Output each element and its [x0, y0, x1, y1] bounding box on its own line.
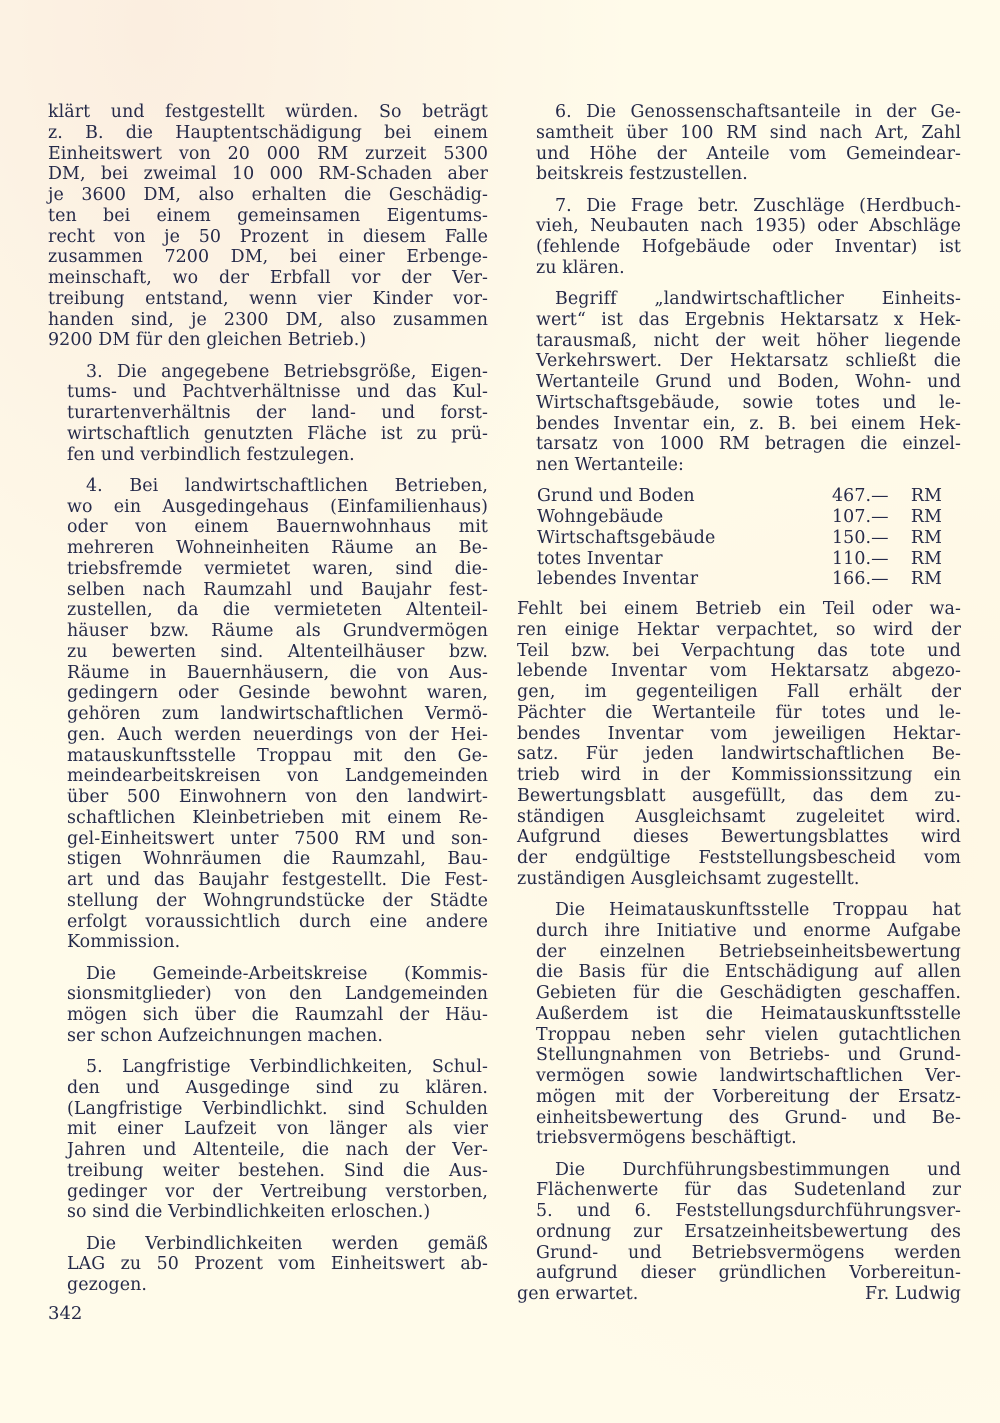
closing-text: gen erwartet.: [517, 1284, 639, 1304]
page-number: 342: [48, 1303, 83, 1324]
value-unit: RM: [910, 507, 942, 527]
text-line: Pächter die Wertanteile für totes und le-: [517, 702, 961, 723]
text-line: turartenverhältnis der land- und forst-: [67, 403, 488, 423]
closing-line: [517, 1284, 961, 1305]
text-line: Räume in Bauernhäusern, die von Aus-: [67, 662, 488, 683]
text-line: beitskreis festzustellen.: [536, 164, 748, 185]
text-line: lebende Inventar vom Hektarsatz abgezo-: [517, 661, 961, 682]
value-unit: RM: [910, 486, 942, 507]
text-line: matauskunftsstelle Troppau mit den Ge-: [67, 745, 488, 766]
paragraph-arbeitskreise: [48, 964, 488, 1047]
left-column: [48, 102, 488, 1306]
paragraph-fehlt: [517, 599, 961, 890]
text-line: zu bewerten sind. Altenteilhäuser bzw.: [67, 641, 488, 662]
right-column: [517, 102, 961, 1305]
text-line: mit einer Laufzeit von länger als vier: [67, 1119, 488, 1140]
value-row: [537, 486, 942, 507]
text-line: recht von je 50 Prozent in diesem Falle: [48, 226, 488, 247]
text-line: Wertanteile Grund und Boden, Wohn- und: [536, 372, 961, 392]
value-unit: RM: [910, 548, 942, 569]
text-line: der endgültige Feststellungsbescheid vom: [517, 848, 961, 868]
text-line: z. B. die Hauptentschädigung bei einem: [48, 122, 488, 143]
text-line: so sind die Verbindlichkeiten erloschen.): [67, 1202, 431, 1223]
text-line: treibung weiter bestehen. Sind die Aus-: [67, 1160, 488, 1181]
text-line: Flächenwerte für das Sudetenland zur: [536, 1180, 961, 1201]
text-line: tums- und Pachtverhältnisse und das Kul-: [67, 382, 488, 403]
value-unit: RM: [910, 527, 942, 548]
text-line: gedinger vor der Vertreibung verstorben,: [67, 1181, 488, 1202]
text-line: Grund- und Betriebsvermögens werden: [536, 1242, 961, 1263]
text-line: nen Wertanteile:: [536, 455, 684, 475]
text-line: 4. Bei landwirtschaftlichen Betrieben,: [86, 475, 488, 496]
text-line: tarausmaß, nicht der weit höher liegende: [536, 330, 961, 351]
text-line: 5. Langfristige Verbindlichkeiten, Schul-: [86, 1057, 488, 1077]
text-line: Bewertungsblatt ausgefüllt, das dem zu-: [517, 785, 961, 806]
value-row: [537, 549, 942, 570]
text-line: (fehlende Hofgebäude oder Inventar) ist: [536, 237, 961, 257]
author-signature: Fr. Ludwig: [865, 1284, 961, 1304]
text-line: handen sind, je 2300 DM, also zusammen: [48, 309, 488, 330]
value-row: [537, 569, 942, 590]
text-line: mögen mit der Vorbereitung der Ersatz-: [536, 1086, 961, 1107]
text-line: Verkehrswert. Der Hektarsatz schließt die: [536, 351, 961, 372]
text-line: vieh, Neubauten nach 1935) oder Abschläge: [536, 216, 961, 237]
text-line: den und Ausgedinge sind zu klären.: [67, 1077, 488, 1098]
paragraph-lag: [48, 1234, 488, 1296]
text-line: oder von einem Bauernwohnhaus mit: [67, 517, 488, 538]
text-line: Kommission.: [67, 932, 181, 953]
text-line: 6. Die Genossenschaftsanteile in der Ge-: [555, 102, 961, 122]
text-line: meinschaft, wo der Erbfall vor der Ver-: [48, 268, 488, 288]
text-line: Die Verbindlichkeiten werden gemäß: [86, 1233, 488, 1254]
text-line: gedingern oder Gesinde bewohnt waren,: [67, 683, 488, 704]
text-line: stellung der Wohngrundstücke der Städte: [67, 890, 488, 911]
text-line: Stellungnahmen von Betriebs- und Grund-: [536, 1045, 961, 1066]
paragraph-begriff: [517, 289, 961, 476]
text-line: klärt und festgestellt würden. So beträgt: [48, 102, 488, 122]
text-line: triebsvermögens beschäftigt.: [536, 1128, 797, 1149]
value-shares-table: [537, 486, 942, 590]
value-row: [537, 528, 942, 549]
text-line: gezogen.: [67, 1275, 148, 1295]
text-line: satz. Für jeden landwirtschaftlichen Be-: [517, 744, 961, 765]
text-line: bendes Inventar ein, z. B. bei einem Hek-: [536, 413, 961, 434]
text-line: trieb wird in der Kommissionssitzung ein: [517, 765, 961, 785]
text-line: Die Heimatauskunftsstelle Troppau hat: [555, 900, 961, 920]
value-label: Wohngebäude: [537, 507, 664, 527]
text-line: wo ein Ausgedingehaus (Einfamilienhaus): [67, 496, 488, 517]
text-line: Troppau neben sehr vielen gutachtlichen: [536, 1024, 961, 1045]
text-line: ständigen Ausgleichsamt zugeleitet wird.: [517, 806, 961, 827]
value-amount: 166.—: [832, 569, 889, 590]
text-line: und Höhe der Anteile vom Gemeindear-: [536, 143, 961, 164]
text-line: ten bei einem gemeinsamen Eigentums-: [48, 205, 488, 226]
text-line: sionsmitglieder) von den Landgemeinden: [67, 984, 488, 1005]
text-line: vermögen sowie landwirtschaftlichen Ver-: [536, 1066, 961, 1086]
text-line: je 3600 DM, also erhalten die Geschädig-: [48, 185, 488, 205]
value-amount: 150.—: [832, 527, 889, 548]
text-line: triebsfremde vermietet waren, sind die-: [67, 558, 488, 579]
value-label: Grund und Boden: [537, 486, 695, 507]
text-line: Wirtschaftsgebäude, sowie totes und le-: [536, 392, 961, 413]
text-line: Außerdem ist die Heimatauskunftsstelle: [536, 1003, 961, 1024]
text-line: Gebieten für die Geschädigten geschaffen.: [536, 983, 961, 1003]
text-line: gel-Einheitswert unter 7500 RM und son-: [67, 828, 488, 849]
text-line: durch ihre Initiative und enorme Aufgabe: [536, 920, 961, 941]
paragraph-durchf: [517, 1160, 961, 1285]
value-label: Wirtschaftsgebäude: [537, 527, 716, 548]
value-amount: 110.—: [832, 548, 889, 569]
text-line: gen, im gegenteiligen Fall erhält der: [517, 682, 961, 702]
text-line: selben nach Raumzahl und Baujahr fest-: [67, 579, 488, 600]
text-line: 9200 DM für den gleichen Betrieb.): [48, 330, 367, 351]
text-line: Einheitswert von 20 000 RM zurzeit 5300: [48, 143, 488, 164]
text-line: schaftlichen Kleinbetrieben mit einem Re-: [67, 807, 488, 828]
text-line: zustellen, da die vermieteten Altenteil-: [67, 600, 488, 621]
value-amount: 467.—: [832, 486, 889, 507]
text-line: der einzelnen Betriebseinheitsbewertung: [536, 941, 961, 962]
text-line: ser schon Aufzeichnungen machen.: [67, 1025, 384, 1046]
text-line: Fehlt bei einem Betrieb ein Teil oder wa-: [517, 599, 961, 619]
text-line: fen und verbindlich festzulegen.: [67, 444, 355, 465]
text-line: aufgrund dieser gründlichen Vorbereitun-: [536, 1263, 961, 1284]
text-line: Aufgrund dieses Bewertungsblattes wird: [517, 827, 961, 848]
text-line: zusammen 7200 DM, bei einer Erbenge-: [48, 247, 488, 268]
value-label: lebendes Inventar: [537, 569, 699, 590]
text-line: meindearbeitskreisen von Landgemeinden: [67, 766, 488, 787]
text-line: erfolgt voraussichtlich durch eine andere: [67, 911, 488, 932]
text-line: einheitsbewertung des Grund- und Be-: [536, 1107, 961, 1128]
value-label: totes Inventar: [537, 548, 663, 569]
text-line: gen. Auch werden neuerdings von der Hei-: [67, 724, 488, 745]
text-line: 5. und 6. Feststellungsdurchführungsver-: [536, 1201, 961, 1221]
text-line: gehören zum landwirtschaftlichen Vermö-: [67, 704, 488, 724]
text-line: ordnung zur Ersatzeinheitsbewertung des: [536, 1221, 961, 1242]
value-amount: 107.—: [832, 507, 889, 527]
text-line: tarsatz von 1000 RM betragen die einzel-: [536, 434, 961, 455]
text-line: samtheit über 100 RM sind nach Art, Zahl: [536, 122, 961, 143]
text-line: wert“ ist das Ergebnis Hektarsatz x Hek-: [536, 309, 961, 330]
paragraph-6: [517, 102, 961, 185]
text-line: DM, bei zweimal 10 000 RM-Schaden aber: [48, 164, 488, 185]
text-line: wirtschaftlich genutzten Fläche ist zu prü-: [67, 423, 488, 444]
text-line: mögen sich über die Raumzahl der Häu-: [67, 1005, 488, 1025]
text-line: LAG zu 50 Prozent vom Einheitswert ab-: [67, 1254, 488, 1275]
value-row: [537, 507, 942, 528]
text-line: stigen Wohnräumen die Raumzahl, Bau-: [67, 849, 488, 870]
paragraph-heimat: [517, 900, 961, 1149]
text-line: art und das Baujahr festgestellt. Die Fest-: [67, 870, 488, 890]
value-unit: RM: [910, 569, 942, 590]
text-line: (Langfristige Verbindlichkt. sind Schulden: [67, 1098, 488, 1119]
text-line: Begriff „landwirtschaftlicher Einheits-: [555, 289, 961, 309]
text-line: zuständigen Ausgleichsamt zugestellt.: [517, 868, 860, 889]
text-line: ren einige Hektar verpachtet, so wird der: [517, 619, 961, 640]
paragraph-3: [48, 362, 488, 466]
text-line: häuser bzw. Räume als Grundvermögen: [67, 621, 488, 641]
text-line: die Basis für die Entschädigung auf allen: [536, 962, 961, 983]
text-line: mehreren Wohneinheiten Räume an Be-: [67, 538, 488, 558]
text-line: 7. Die Frage betr. Zuschläge (Herdbuch-: [555, 195, 961, 216]
text-line: bendes Inventar vom jeweiligen Hektar-: [517, 723, 961, 744]
text-line: 3. Die angegebene Betriebsgröße, Eigen-: [86, 361, 488, 382]
paragraph-7: [517, 196, 961, 279]
paragraph-continued: [48, 102, 488, 351]
text-line: über 500 Einwohnern von den landwirt-: [67, 787, 488, 807]
text-line: Teil bzw. bei Verpachtung das tote und: [517, 640, 961, 661]
paragraph-4: [48, 476, 488, 953]
text-line: Die Durchführungsbestimmungen und: [555, 1159, 961, 1180]
text-line: Jahren und Altenteile, die nach der Ver-: [67, 1140, 488, 1160]
text-line: treibung entstand, wenn vier Kinder vor-: [48, 288, 488, 309]
text-line: zu klären.: [536, 257, 625, 278]
text-line: Die Gemeinde-Arbeitskreise (Kommis-: [86, 963, 488, 984]
paragraph-5: [48, 1057, 488, 1223]
